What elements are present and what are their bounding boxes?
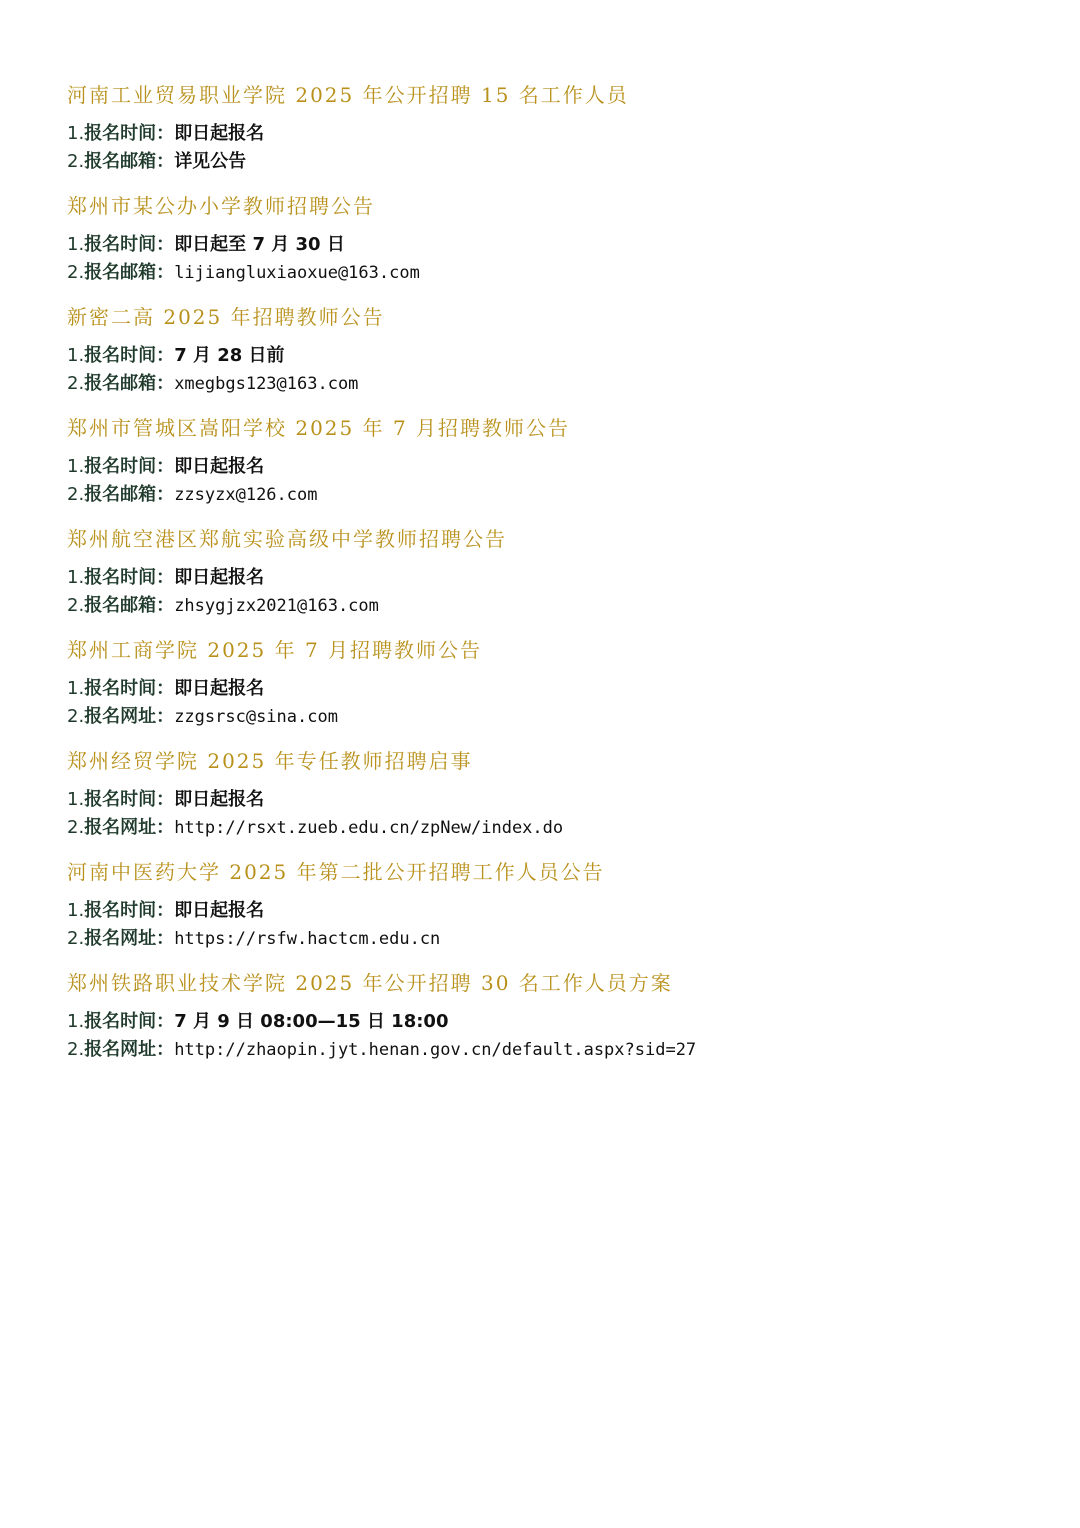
line-number: 2. bbox=[67, 706, 85, 727]
recruitment-entry bbox=[67, 966, 1047, 1064]
time-label: 报名时间： bbox=[84, 567, 175, 588]
time-label: 报名时间： bbox=[84, 234, 175, 255]
time-label: 报名时间： bbox=[84, 900, 175, 921]
entry-time-line bbox=[67, 675, 1047, 703]
time-label: 报名时间： bbox=[84, 456, 175, 477]
recruitment-entry bbox=[67, 522, 1047, 633]
recruitment-entry bbox=[67, 855, 1047, 966]
time-label: 报名时间： bbox=[84, 678, 175, 699]
entry-title: 郑州市管城区嵩阳学校 2025 年 7 月招聘教师公告 bbox=[67, 416, 571, 440]
time-label: 报名时间： bbox=[84, 789, 175, 810]
entry-contact-line bbox=[67, 370, 1047, 398]
email-link[interactable]: lijiangluxiaoxue@163.com bbox=[174, 263, 420, 283]
line-number: 2. bbox=[67, 1039, 85, 1060]
time-value: 即日起报名 bbox=[174, 456, 265, 477]
line-number: 2. bbox=[67, 928, 85, 949]
entry-contact-line bbox=[67, 148, 1047, 176]
entry-time-line bbox=[67, 342, 1047, 370]
line-number: 1. bbox=[67, 678, 85, 699]
time-label: 报名时间： bbox=[84, 123, 175, 144]
time-value: 即日起至 7 月 30 日 bbox=[174, 234, 345, 255]
time-label: 报名时间： bbox=[84, 345, 175, 366]
entry-time-line bbox=[67, 564, 1047, 592]
email-link[interactable]: xmegbgs123@163.com bbox=[174, 374, 359, 394]
email-link[interactable]: zhsygjzx2021@163.com bbox=[174, 596, 379, 616]
entry-contact-line bbox=[67, 592, 1047, 620]
entry-contact-line bbox=[67, 481, 1047, 509]
recruitment-entry bbox=[67, 300, 1047, 411]
entry-title: 郑州经贸学院 2025 年专任教师招聘启事 bbox=[67, 749, 473, 773]
time-value: 即日起报名 bbox=[174, 789, 265, 810]
contact-label: 报名邮箱： bbox=[84, 262, 175, 283]
contact-label: 报名邮箱： bbox=[84, 484, 175, 505]
line-number: 2. bbox=[67, 262, 85, 283]
email-link[interactable]: zzsyzx@126.com bbox=[174, 485, 318, 505]
entry-title: 新密二高 2025 年招聘教师公告 bbox=[67, 305, 385, 329]
time-value: 7 月 28 日前 bbox=[174, 345, 285, 366]
url-link[interactable]: http://rsxt.zueb.edu.cn/zpNew/index.do bbox=[174, 818, 564, 838]
line-number: 1. bbox=[67, 900, 85, 921]
line-number: 1. bbox=[67, 1011, 85, 1032]
entry-time-line bbox=[67, 786, 1047, 814]
recruitment-entry bbox=[67, 78, 1047, 189]
entry-time-line bbox=[67, 231, 1047, 259]
entry-contact-line bbox=[67, 703, 1047, 731]
recruitment-entry bbox=[67, 744, 1047, 855]
contact-label: 报名邮箱： bbox=[84, 151, 175, 172]
time-value: 即日起报名 bbox=[174, 678, 265, 699]
entry-title: 郑州铁路职业技术学院 2025 年公开招聘 30 名工作人员方案 bbox=[67, 971, 673, 995]
entry-title: 郑州航空港区郑航实验高级中学教师招聘公告 bbox=[67, 527, 507, 551]
line-number: 2. bbox=[67, 817, 85, 838]
recruitment-entry bbox=[67, 633, 1047, 744]
contact-label: 报名邮箱： bbox=[84, 595, 175, 616]
time-value: 即日起报名 bbox=[174, 900, 265, 921]
time-value: 7 月 9 日 08:00—15 日 18:00 bbox=[174, 1011, 449, 1032]
line-number: 2. bbox=[67, 595, 85, 616]
contact-value: 详见公告 bbox=[174, 151, 247, 172]
contact-label: 报名网址： bbox=[84, 928, 175, 949]
contact-label: 报名网址： bbox=[84, 817, 175, 838]
time-value: 即日起报名 bbox=[174, 123, 265, 144]
url-link[interactable]: http://zhaopin.jyt.henan.gov.cn/default.aspx?sid=27 bbox=[174, 1040, 697, 1060]
email-link[interactable]: zzgsrsc@sina.com bbox=[174, 707, 338, 727]
line-number: 1. bbox=[67, 789, 85, 810]
entry-contact-line bbox=[67, 925, 1047, 953]
entry-title: 河南中医药大学 2025 年第二批公开招聘工作人员公告 bbox=[67, 860, 605, 884]
entry-contact-line bbox=[67, 259, 1047, 287]
time-value: 即日起报名 bbox=[174, 567, 265, 588]
line-number: 1. bbox=[67, 123, 85, 144]
recruitment-entry bbox=[67, 411, 1047, 522]
entry-title: 郑州工商学院 2025 年 7 月招聘教师公告 bbox=[67, 638, 483, 662]
recruitment-list bbox=[67, 78, 1047, 1064]
entry-time-line bbox=[67, 453, 1047, 481]
line-number: 1. bbox=[67, 234, 85, 255]
line-number: 2. bbox=[67, 484, 85, 505]
line-number: 2. bbox=[67, 373, 85, 394]
entry-title: 郑州市某公办小学教师招聘公告 bbox=[67, 194, 375, 218]
url-link[interactable]: https://rsfw.hactcm.edu.cn bbox=[174, 929, 441, 949]
entry-time-line bbox=[67, 1008, 1047, 1036]
entry-time-line bbox=[67, 120, 1047, 148]
entry-title: 河南工业贸易职业学院 2025 年公开招聘 15 名工作人员 bbox=[67, 83, 629, 107]
entry-contact-line bbox=[67, 1036, 1047, 1064]
contact-label: 报名邮箱： bbox=[84, 373, 175, 394]
line-number: 1. bbox=[67, 345, 85, 366]
entry-contact-line bbox=[67, 814, 1047, 842]
time-label: 报名时间： bbox=[84, 1011, 175, 1032]
contact-label: 报名网址： bbox=[84, 706, 175, 727]
line-number: 1. bbox=[67, 567, 85, 588]
recruitment-entry bbox=[67, 189, 1047, 300]
contact-label: 报名网址： bbox=[84, 1039, 175, 1060]
entry-time-line bbox=[67, 897, 1047, 925]
line-number: 2. bbox=[67, 151, 85, 172]
line-number: 1. bbox=[67, 456, 85, 477]
